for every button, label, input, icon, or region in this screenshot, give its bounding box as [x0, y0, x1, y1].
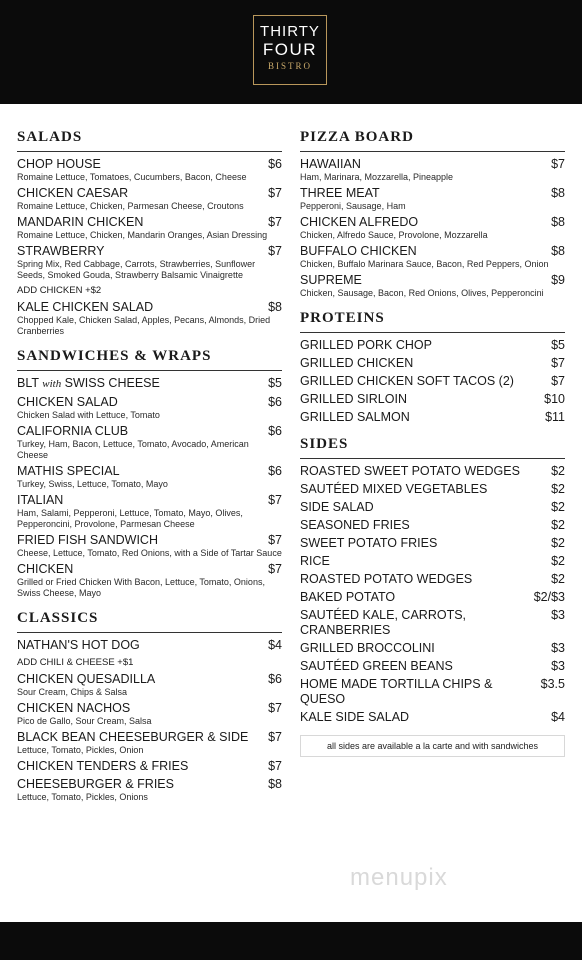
menu-item-price: $8	[551, 186, 565, 200]
menu-item-row	[17, 638, 282, 653]
menu-item-name: FRIED FISH SANDWICH	[17, 533, 158, 547]
menu-column-right	[300, 128, 565, 757]
menu-item-row	[17, 777, 282, 792]
menu-item-description: Sour Cream, Chips & Salsa	[17, 687, 128, 697]
menu-item	[17, 493, 282, 530]
menu-item-row	[300, 464, 565, 479]
menu-item-description: Lettuce, Tomato, Pickles, Onions	[17, 792, 148, 802]
menu-item-price: $2	[551, 572, 565, 586]
menu-item-name: MANDARIN CHICKEN	[17, 215, 144, 229]
menu-item-price: $2	[551, 482, 565, 496]
menu-item	[300, 392, 565, 407]
menu-item-name: SAUTÉED KALE, CARROTS, CRANBERRIES	[300, 608, 467, 637]
menu-item-row	[300, 500, 565, 515]
menu-item-price: $8	[268, 300, 282, 314]
menu-item-price: $7	[268, 244, 282, 258]
menu-item-name: HOME MADE TORTILLA CHIPS & QUESO	[300, 677, 493, 706]
menu-item-name: BUFFALO CHICKEN	[300, 244, 417, 258]
menu-item-row	[17, 376, 282, 392]
menu-item-description: Pico de Gallo, Sour Cream, Salsa	[17, 716, 152, 726]
section-title: SALADS	[17, 128, 282, 152]
menu-item-row	[17, 157, 282, 172]
menu-item-row	[300, 410, 565, 425]
menu-item-row	[17, 672, 282, 687]
menu-item-name: ROASTED POTATO WEDGES	[300, 572, 473, 586]
menu-item-row	[300, 518, 565, 533]
menu-item-name: GRILLED CHICKEN	[300, 356, 414, 370]
menu-item-row	[300, 482, 565, 497]
menu-item-description: Grilled or Fried Chicken With Bacon, Lettuce, Tomato, Onions, Swiss Cheese, Mayo	[17, 577, 265, 598]
menu-item	[300, 677, 565, 707]
menu-item-name: CHICKEN TENDERS & FRIES	[17, 759, 189, 773]
menu-item-row	[300, 572, 565, 587]
menu-item-row	[300, 659, 565, 674]
menu-item	[300, 590, 565, 605]
menu-item	[17, 777, 282, 803]
menu-item-name: SAUTÉED GREEN BEANS	[300, 659, 453, 673]
menu-item	[17, 533, 282, 559]
section-title: SANDWICHES & WRAPS	[17, 347, 282, 371]
menu-item	[17, 186, 282, 212]
menu-item-name: BAKED POTATO	[300, 590, 396, 604]
watermark: menupix	[350, 864, 448, 891]
menu-item-name	[17, 376, 160, 392]
menu-item-price: $6	[268, 672, 282, 686]
menu-item-price: $2	[551, 518, 565, 532]
section-title: PROTEINS	[300, 309, 565, 333]
menu-item-row	[300, 536, 565, 551]
menu-item-row	[17, 533, 282, 548]
menu-item-name: MATHIS SPECIAL	[17, 464, 120, 478]
menu-item-price: $7	[268, 759, 282, 773]
menu-item-name-part: SWISS CHEESE	[61, 376, 160, 390]
menu-item-description: Spring Mix, Red Cabbage, Carrots, Strawberries, Sunflower Seeds, Smoked Gouda, Strawberry Balsamic Vinaigrette	[17, 259, 256, 280]
menu-item-price: $9	[551, 273, 565, 287]
menu-item-name: GRILLED CHICKEN SOFT TACOS (2)	[300, 374, 514, 388]
menu-item-price: $2	[551, 554, 565, 568]
menu-item-price: $7	[268, 730, 282, 744]
menu-item-row	[300, 641, 565, 656]
menu-item-price: $7	[551, 157, 565, 171]
menu-item-description: Turkey, Swiss, Lettuce, Tomato, Mayo	[17, 479, 168, 489]
menu-item	[17, 730, 282, 756]
menu-item	[300, 641, 565, 656]
menu-item	[300, 374, 565, 389]
menu-item-description: Cheese, Lettuce, Tomato, Red Onions, with a Side of Tartar Sauce	[17, 548, 282, 558]
menu-item	[17, 424, 282, 461]
menu-item	[300, 464, 565, 479]
menu-item-price: $3	[551, 659, 565, 673]
menu-item-name: ITALIAN	[17, 493, 64, 507]
menu-item-name: GRILLED PORK CHOP	[300, 338, 432, 352]
bistro-logo	[253, 15, 327, 85]
menu-item-price: $2	[551, 536, 565, 550]
menu-item-description: Turkey, Ham, Bacon, Lettuce, Tomato, Avocado, American Cheese	[17, 439, 249, 460]
menu-item-name: ROASTED SWEET POTATO WEDGES	[300, 464, 520, 478]
menu-item-price: $7	[268, 186, 282, 200]
menu-item	[300, 572, 565, 587]
section-title: SIDES	[300, 435, 565, 459]
menu-item-row	[17, 701, 282, 716]
menu-item	[300, 356, 565, 371]
menu-item-price: $7	[268, 701, 282, 715]
menu-item-name-connector: with	[42, 378, 62, 390]
menu-item-name: CHOP HOUSE	[17, 157, 101, 171]
menu-item	[300, 157, 565, 183]
menu-item	[17, 464, 282, 490]
menu-item	[300, 244, 565, 270]
menu-item-price: $3	[551, 608, 565, 622]
menu-item	[17, 562, 282, 599]
menu-item-description: Chicken, Buffalo Marinara Sauce, Bacon, Red Peppers, Onion	[300, 259, 549, 269]
menu-item-price: $7	[268, 562, 282, 576]
logo-line-3: BISTRO	[267, 61, 312, 71]
menu-item-row	[300, 554, 565, 569]
footer-bar	[0, 922, 582, 960]
menu-item	[300, 186, 565, 212]
menu-item	[17, 638, 282, 653]
menu-item-row	[17, 730, 282, 745]
menu-item-name: CHICKEN	[17, 562, 74, 576]
menu-item-name: NATHAN'S HOT DOG	[17, 638, 140, 652]
logo-line-1: THIRTY	[260, 23, 320, 40]
menu-item-price: $4	[268, 638, 282, 652]
menu-item-row	[300, 273, 565, 288]
menu-item-row	[300, 392, 565, 407]
menu-item-price: $5	[551, 338, 565, 352]
menu-item-row	[300, 244, 565, 259]
menu-column-left	[17, 128, 282, 813]
menu-item-price: $4	[551, 710, 565, 724]
menu-section-sandwiches-wraps	[17, 347, 282, 599]
menu-item	[300, 608, 565, 638]
menu-item	[17, 215, 282, 241]
menu-item-price: $8	[551, 244, 565, 258]
menu-item-name: GRILLED SIRLOIN	[300, 392, 407, 406]
menu-item	[300, 536, 565, 551]
menu-item-name: SAUTÉED MIXED VEGETABLES	[300, 482, 488, 496]
menu-item	[300, 710, 565, 725]
menu-item-name: CHEESEBURGER & FRIES	[17, 777, 174, 791]
menu-item-name: THREE MEAT	[300, 186, 380, 200]
menu-item-price: $7	[268, 533, 282, 547]
menu-item-row	[17, 244, 282, 259]
menu-item-name: KALE SIDE SALAD	[300, 710, 410, 724]
menu-item	[300, 500, 565, 515]
menu-item-name-part: BLT	[17, 376, 43, 390]
menu-item-description: Chicken, Sausage, Bacon, Red Onions, Olives, Pepperoncini	[300, 288, 544, 298]
menu-item-name: CHICKEN ALFREDO	[300, 215, 419, 229]
menu-item	[300, 410, 565, 425]
menu-item-price: $7	[551, 356, 565, 370]
menu-item	[17, 759, 282, 774]
menu-item-name: GRILLED SALMON	[300, 410, 410, 424]
menu-item-price: $6	[268, 395, 282, 409]
menu-addon	[17, 284, 282, 297]
menu-item-price: $6	[268, 424, 282, 438]
menu-item-row	[300, 338, 565, 353]
menu-item-description: Chicken Salad with Lettuce, Tomato	[17, 410, 160, 420]
menu-item-row	[300, 710, 565, 725]
menu-item	[300, 273, 565, 299]
menu-item-name: SUPREME	[300, 273, 362, 287]
menu-item-price: $11	[545, 410, 565, 424]
menu-item-row	[300, 677, 565, 707]
menu-item-description: Chopped Kale, Chicken Salad, Apples, Pecans, Almonds, Dried Cranberries	[17, 315, 271, 336]
menu-item-row	[17, 464, 282, 479]
menu-item-name: CHICKEN SALAD	[17, 395, 118, 409]
menu-item-name: STRAWBERRY	[17, 244, 105, 258]
menu-item-row	[300, 157, 565, 172]
menu-item-row	[300, 590, 565, 605]
menu-item-row	[17, 215, 282, 230]
menu-item	[17, 244, 282, 281]
menu-item-description: Lettuce, Tomato, Pickles, Onion	[17, 745, 144, 755]
menu-item-row	[17, 493, 282, 508]
menu-item-description: Pepperoni, Sausage, Ham	[300, 201, 406, 211]
menu-item-price: $2/$3	[533, 590, 565, 604]
menu-item-row	[17, 186, 282, 201]
menu-item-price: $8	[551, 215, 565, 229]
menu-item-name: RICE	[300, 554, 330, 568]
menu-section-proteins	[300, 309, 565, 425]
menu-item-description: Ham, Marinara, Mozzarella, Pineapple	[300, 172, 454, 182]
menu-item	[300, 482, 565, 497]
menu-item-name: HAWAIIAN	[300, 157, 361, 171]
menu-item-row	[17, 759, 282, 774]
menu-item-name: SIDE SALAD	[300, 500, 374, 514]
menu-item-price: $7	[551, 374, 565, 388]
menu-item-name: CHICKEN QUESADILLA	[17, 672, 156, 686]
menu-item-name: CHICKEN NACHOS	[17, 701, 131, 715]
menu-item	[17, 376, 282, 392]
menu-item-name: GRILLED BROCCOLINI	[300, 641, 435, 655]
menu-item	[17, 701, 282, 727]
menu-item	[300, 554, 565, 569]
menu-section-salads	[17, 128, 282, 337]
menu-item-price: $3	[551, 641, 565, 655]
menu-item-description: Chicken, Alfredo Sauce, Provolone, Mozzarella	[300, 230, 488, 240]
section-title: PIZZA BOARD	[300, 128, 565, 152]
menu-item	[300, 338, 565, 353]
menu-item	[17, 395, 282, 421]
menu-item	[300, 215, 565, 241]
menu-item-row	[17, 562, 282, 577]
menu-item-price: $2	[551, 464, 565, 478]
sides-note: all sides are available a la carte and with sandwiches	[300, 735, 565, 757]
menu-item	[17, 300, 282, 337]
menu-section-pizza-board	[300, 128, 565, 299]
menu-item-price: $6	[268, 464, 282, 478]
menu-item-price: $8	[268, 777, 282, 791]
menu-item-row	[300, 356, 565, 371]
menu-item-name: SEASONED FRIES	[300, 518, 410, 532]
addon-text: ADD CHILI & CHEESE +$1	[17, 657, 134, 668]
menu-addon	[17, 656, 282, 669]
menu-item-price: $10	[544, 392, 565, 406]
menu-item-name: BLACK BEAN CHEESEBURGER & SIDE	[17, 730, 249, 744]
menu-item-description: Romaine Lettuce, Chicken, Mandarin Oranges, Asian Dressing	[17, 230, 268, 240]
header-bar	[0, 0, 582, 104]
menu-item-name: CHICKEN CAESAR	[17, 186, 129, 200]
menu-item	[17, 157, 282, 183]
menu-item-row	[300, 608, 565, 638]
menu-item-description: Romaine Lettuce, Chicken, Parmesan Cheese, Croutons	[17, 201, 244, 211]
menu-item-row	[300, 215, 565, 230]
menu-item-price: $3.5	[540, 677, 565, 691]
menu-item-name: CALIFORNIA CLUB	[17, 424, 129, 438]
menu-item-row	[17, 395, 282, 410]
menu-item-row	[300, 374, 565, 389]
menu-item-row	[300, 186, 565, 201]
menu-item	[300, 659, 565, 674]
menu-item-price: $2	[551, 500, 565, 514]
menu-item-row	[17, 300, 282, 315]
menu-section-sides	[300, 435, 565, 725]
menu-item-price: $6	[268, 157, 282, 171]
menu-item-name: KALE CHICKEN SALAD	[17, 300, 154, 314]
menu-item-price: $7	[268, 215, 282, 229]
addon-text: ADD CHICKEN +$2	[17, 285, 102, 296]
menu-item	[17, 672, 282, 698]
menu-item	[300, 518, 565, 533]
menu-section-classics	[17, 609, 282, 803]
menu-item-name: SWEET POTATO FRIES	[300, 536, 438, 550]
menu-item-row	[17, 424, 282, 439]
menu-item-description: Romaine Lettuce, Tomatoes, Cucumbers, Bacon, Cheese	[17, 172, 247, 182]
menu-item-price: $7	[268, 493, 282, 507]
menu-item-description: Ham, Salami, Pepperoni, Lettuce, Tomato, Mayo, Olives, Pepperoncini, Provolone, Parmesan Cheese	[17, 508, 243, 529]
menu-item-price: $5	[268, 376, 282, 390]
section-title: CLASSICS	[17, 609, 282, 633]
logo-line-2: FOUR	[262, 40, 318, 59]
